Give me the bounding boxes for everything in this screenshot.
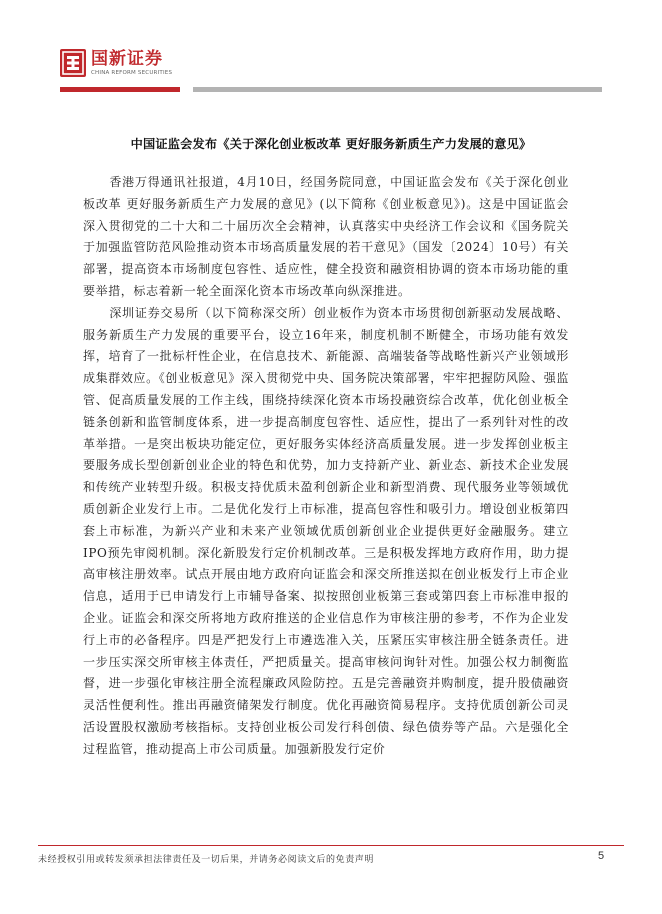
page-number: 5: [598, 850, 605, 862]
brand-name-en: CHINA REFORM SECURITIES: [91, 69, 173, 76]
brand-logo: [60, 47, 172, 79]
header-accent-bar: [60, 87, 180, 92]
article-body: [83, 172, 569, 761]
article-paragraph-1: 香港万得通讯社报道，4月10日，经国务院同意，中国证监会发布《关于深化创业板改革 更好服务新质生产力发展的意见》(以下简称《创业板意见》)。这是中国证监会深入贯彻党的二十大和二十届历次全会精神，认真落实中央经济工作会议和《国务院关于加强监管防范风险推动资本市场高质量发展的若干意见》（国发〔2024〕10号）有关部署，提高资本市场制度包容性、适应性，健全投资和融资相协调的资本市场功能的重要举措，标志着新一轮全面深化资本市场改革向纵深推进。: [83, 175, 569, 298]
article-paragraph-2: 深圳证券交易所（以下简称深交所）创业板作为资本市场贯彻创新驱动发展战略、服务新质生产力发展的重要平台，设立16年来，制度机制不断健全，市场功能有效发挥，培育了一批标杆性企业，在信息技术、新能源、高端装备等战略性新兴产业领域形成集群效应。《创业板意见》深入贯彻党中央、国务院决策部署，牢牢把握防风险、强监管、促高质量发展的工作主线，围绕持续深化资本市场投融资综合改革，优化创业板全链条创新和监管制度体系，进一步提高制度包容性、适应性，提出了一系列针对性的改革举措。一是突出板块功能定位，更好服务实体经济高质量发展。进一步发挥创业板主要服务成长型创新创业企业的特色和优势，加力支持新产业、新业态、新技术企业发展和传统产业转型升级。积极支持优质未盈利创新企业和新型消费、现代服务业等领域优质创新企业发行上市。二是优化发行上市标准，提高包容性和吸引力。增设创业板第四套上市标准，为新兴产业和未来产业领域优质创新创业企业提供更好金融服务。建立IPO预先审阅机制。深化新股发行定价机制改革。三是积极发挥地方政府作用，助力提高审核注册效率。试点开展由地方政府向证监会和深交所推送拟在创业板发行上市企业信息，适用于已申请发行上市辅导备案、拟按照创业板第三套或第四套上市标准申报的企业。证监会和深交所将地方政府推送的企业信息作为审核注册的参考，不作为企业发行上市的必备程序。四是严把发行上市遴选准入关，压紧压实审核注册全链条责任。进一步压实深交所审核主体责任，严把质量关。提高审核问询针对性。加强公权力制衡监督，进一步强化审核注册全流程廉政风险防控。五是完善融资并购制度，提升股债融资灵活性便利性。推出再融资储架发行制度。优化再融资简易程序。支持优质创新公司灵活设置股权激励考核指标。支持创业板公司发行科创债、绿色债券等产品。六是强化全过程监管，推动提高上市公司质量。加强新股发行定价: [83, 305, 569, 756]
brand-emblem-icon: [60, 49, 86, 77]
header-divider-bar: [193, 87, 602, 92]
footer-divider: [38, 845, 624, 846]
brand-name-cn: 国新证券: [91, 48, 163, 69]
footer-disclaimer: 未经授权引用或转发须承担法律责任及一切后果，并请务必阅读文后的免责声明: [38, 855, 375, 865]
article-title: 中国证监会发布《关于深化创业板改革 更好服务新质生产力发展的意见》: [130, 137, 532, 151]
page-header: [0, 0, 662, 100]
